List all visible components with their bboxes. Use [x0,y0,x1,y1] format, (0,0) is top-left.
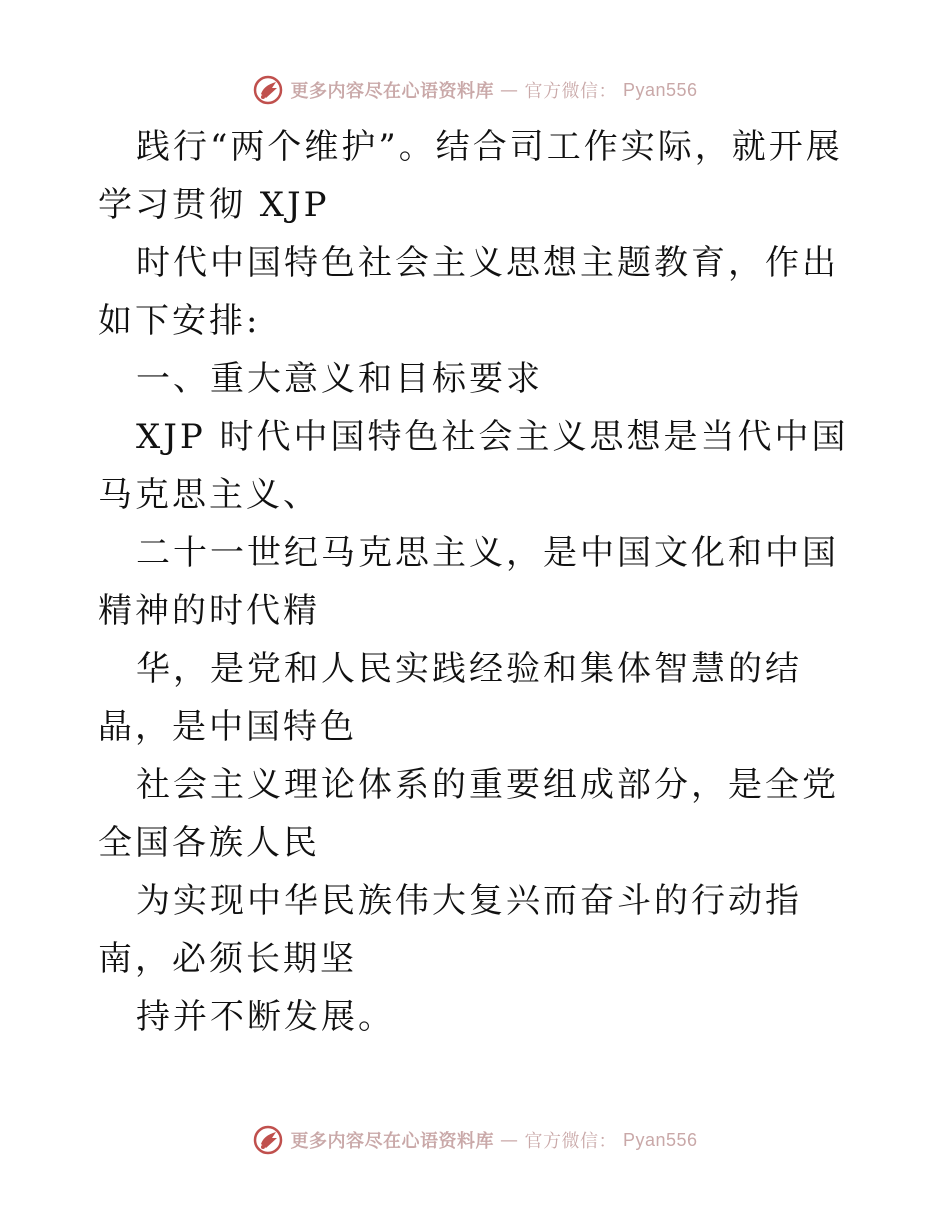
document-body [98,118,858,1046]
watermark-wechat-id: Pyan556 [622,79,698,100]
logo-icon [252,74,284,106]
logo-icon [252,1124,284,1156]
watermark-wechat-id: Pyan556 [622,1129,698,1150]
watermark-main-text: 更多内容尽在心语资料库 [290,1131,494,1152]
page-header [0,70,950,110]
watermark-separator: — [499,79,519,101]
watermark-footer [252,1124,697,1156]
paragraph-6: 社会主义理论体系的重要组成部分，是全党全国各族人民 [98,765,839,863]
paragraph-5: 华，是党和人民实践经验和集体智慧的结晶，是中国特色 [98,649,802,747]
paragraph-3: XJP 时代中国特色社会主义思想是当代中国马克思主义、 [98,417,849,515]
watermark-separator: — [499,1129,519,1151]
page-footer [0,1120,950,1160]
watermark-wechat-label: 官方微信： [524,1131,617,1152]
section-heading: 一、重大意义和目标要求 [136,359,543,399]
paragraph-7: 为实现中华民族伟大复兴而奋斗的行动指南，必须长期坚 [98,881,802,979]
watermark-wechat-label: 官方微信： [524,81,617,102]
paragraph-2: 时代中国特色社会主义思想主题教育，作出如下安排: [98,243,839,341]
watermark-header [252,74,697,106]
paragraph-4: 二十一世纪马克思主义，是中国文化和中国精神的时代精 [98,533,839,631]
paragraph-1: 践行“两个维护”。结合司工作实际，就开展学习贯彻 XJP [98,127,843,225]
watermark-main-text: 更多内容尽在心语资料库 [290,81,494,102]
paragraph-8: 持并不断发展。 [136,997,395,1037]
